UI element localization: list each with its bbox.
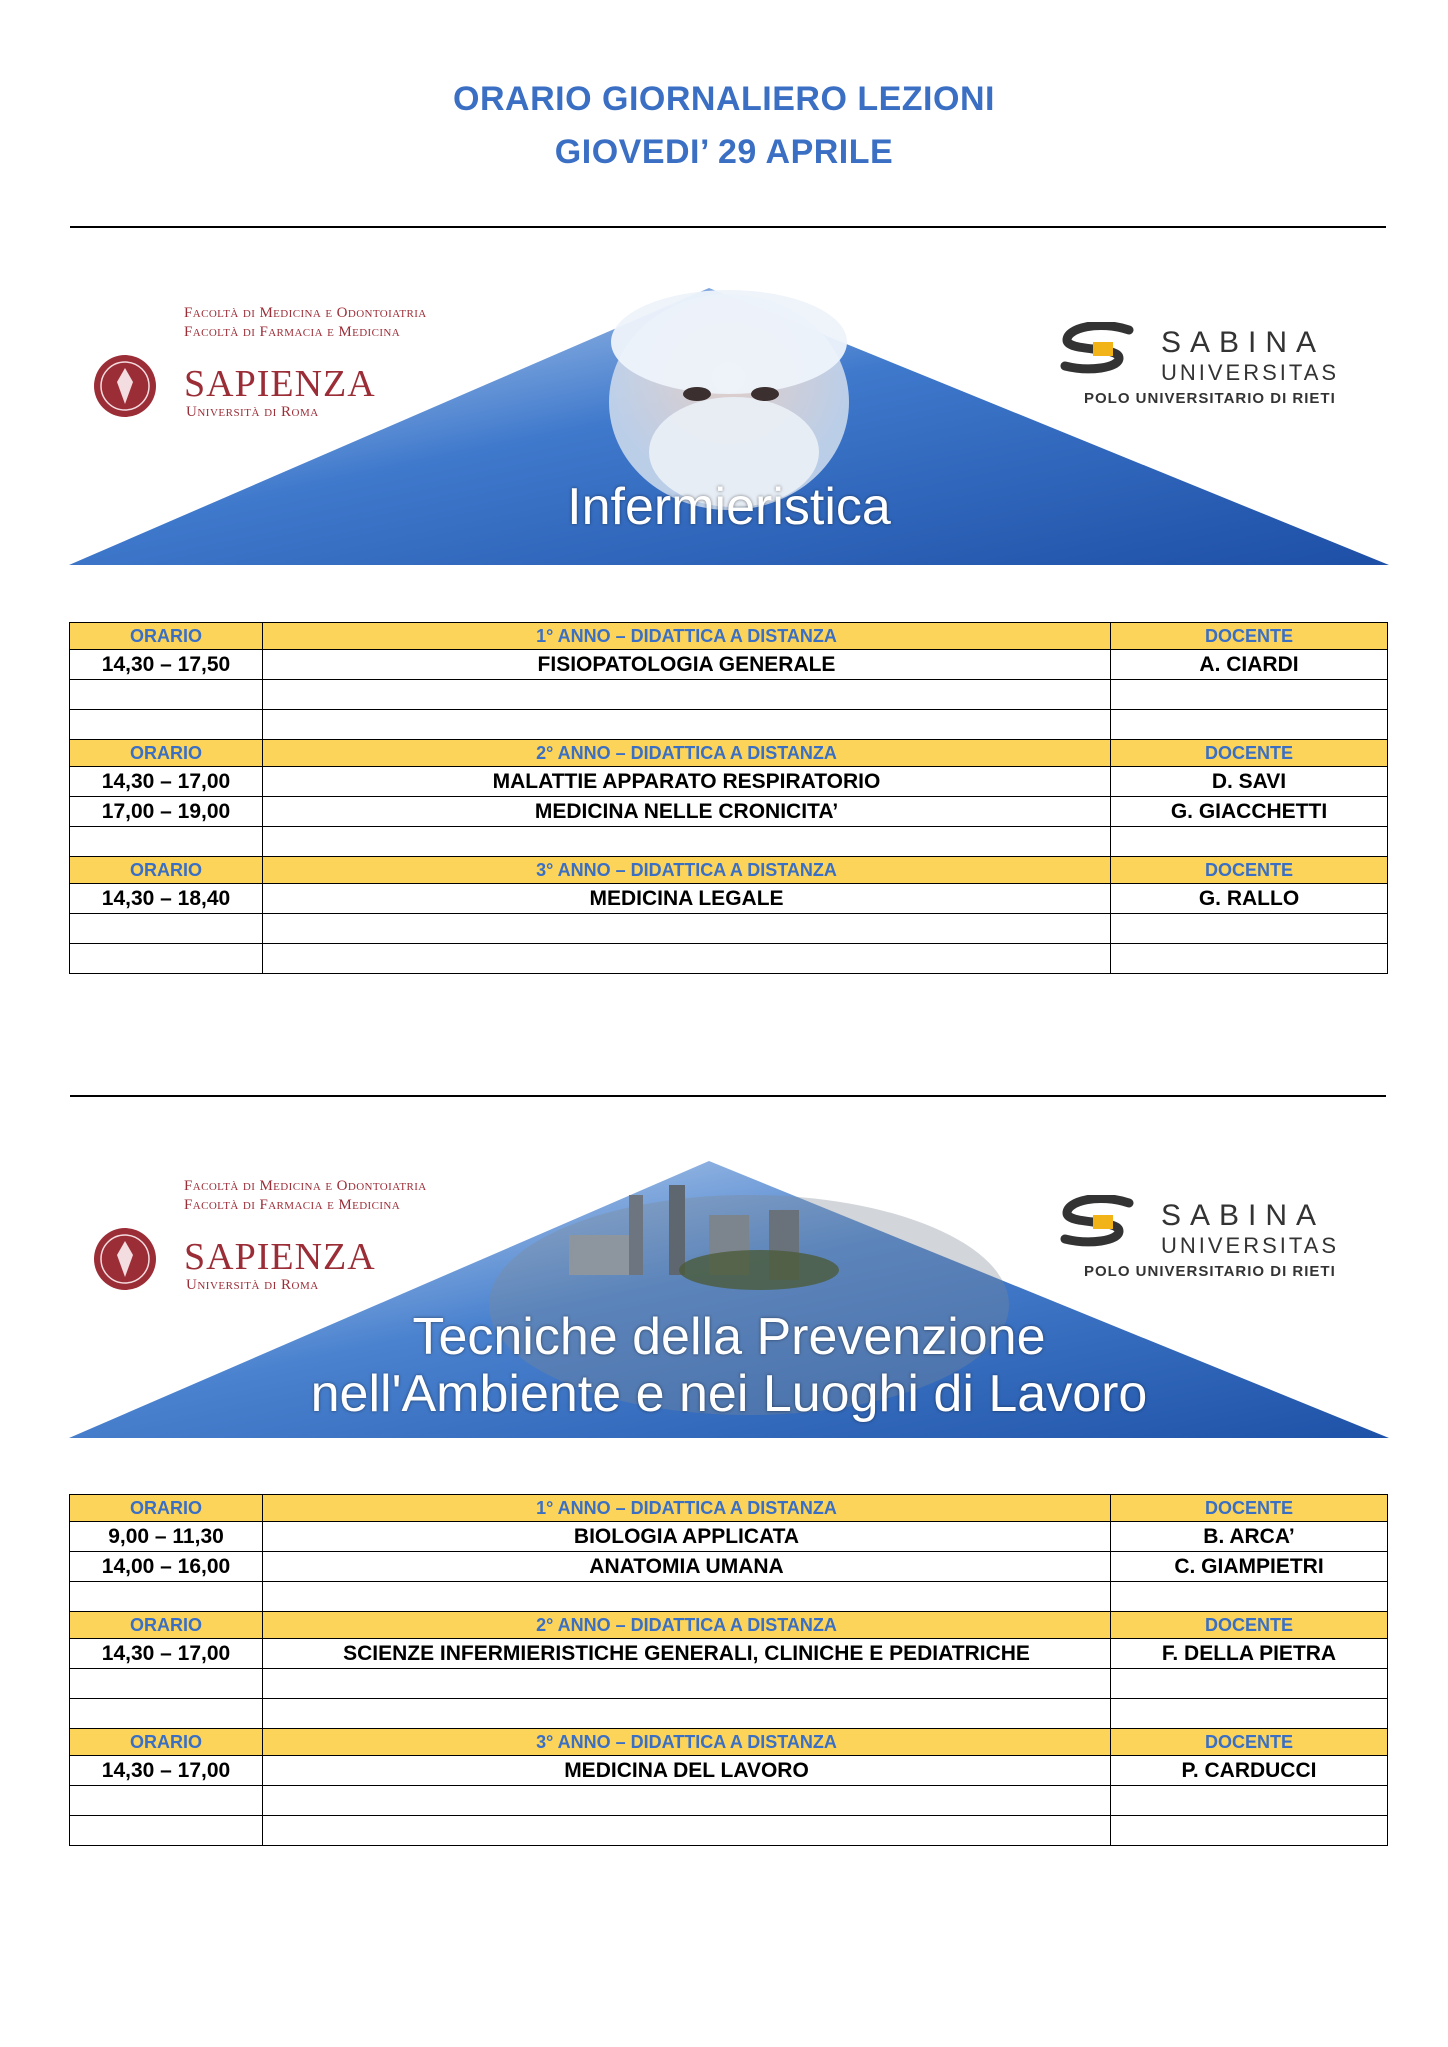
table-row	[70, 1669, 1388, 1699]
course-title-1: Infermieristica	[567, 478, 891, 536]
header-year: 3° ANNO – DIDATTICA A DISTANZA	[263, 857, 1111, 884]
table-row	[70, 680, 1388, 710]
course-title-2-line2: nell'Ambiente e nei Luoghi di Lavoro	[310, 1365, 1148, 1423]
cell-teacher	[1111, 1786, 1388, 1816]
table-row	[70, 1552, 1388, 1582]
cell-teacher: C. GIAMPIETRI	[1111, 1552, 1388, 1582]
table-header-row	[70, 740, 1388, 767]
header-teacher: DOCENTE	[1111, 623, 1388, 650]
cell-subject: ANATOMIA UMANA	[263, 1552, 1111, 1582]
header-time: ORARIO	[70, 623, 263, 650]
header-teacher: DOCENTE	[1111, 857, 1388, 884]
header-time: ORARIO	[70, 1495, 263, 1522]
cell-teacher	[1111, 680, 1388, 710]
cell-teacher	[1111, 827, 1388, 857]
table-row	[70, 767, 1388, 797]
sabina-line2: UNIVERSITAS	[1161, 360, 1340, 385]
header-teacher: DOCENTE	[1111, 1495, 1388, 1522]
cell-time	[70, 1816, 263, 1846]
cell-teacher: A. CIARDI	[1111, 650, 1388, 680]
table-row	[70, 1756, 1388, 1786]
cell-time: 14,30 – 17,00	[70, 767, 263, 797]
cell-subject	[263, 710, 1111, 740]
table-header-row	[70, 1612, 1388, 1639]
table-row	[70, 1816, 1388, 1846]
cell-teacher: D. SAVI	[1111, 767, 1388, 797]
cell-teacher	[1111, 914, 1388, 944]
header-teacher: DOCENTE	[1111, 1729, 1388, 1756]
table-row	[70, 884, 1388, 914]
table-row	[70, 1639, 1388, 1669]
cell-time: 17,00 – 19,00	[70, 797, 263, 827]
banner-1-logos	[69, 282, 1389, 482]
sabina-logo-icon	[1059, 322, 1139, 374]
cell-teacher: G. GIACCHETTI	[1111, 797, 1388, 827]
cell-teacher	[1111, 710, 1388, 740]
table-row	[70, 710, 1388, 740]
cell-time: 14,30 – 18,40	[70, 884, 263, 914]
cell-teacher: B. ARCA’	[1111, 1522, 1388, 1552]
header-time: ORARIO	[70, 740, 263, 767]
table-header-row	[70, 857, 1388, 884]
table-row	[70, 914, 1388, 944]
divider-top	[70, 226, 1386, 228]
banner-2-logos	[69, 1155, 1389, 1355]
header-teacher: DOCENTE	[1111, 740, 1388, 767]
cell-time	[70, 914, 263, 944]
cell-teacher: F. DELLA PIETRA	[1111, 1639, 1388, 1669]
table-row	[70, 650, 1388, 680]
header-year: 2° ANNO – DIDATTICA A DISTANZA	[263, 740, 1111, 767]
cell-teacher: G. RALLO	[1111, 884, 1388, 914]
cell-subject	[263, 1816, 1111, 1846]
table-row	[70, 797, 1388, 827]
table-row	[70, 827, 1388, 857]
sapienza-seal-icon	[93, 354, 157, 418]
cell-subject: MEDICINA DEL LAVORO	[263, 1756, 1111, 1786]
faculty-line1: Facoltà di Medicina e Odontoiatria	[184, 1178, 427, 1194]
cell-time	[70, 710, 263, 740]
table-header-row	[70, 1729, 1388, 1756]
faculty-line1: Facoltà di Medicina e Odontoiatria	[184, 305, 427, 321]
cell-subject: BIOLOGIA APPLICATA	[263, 1522, 1111, 1552]
page-title-line1: ORARIO GIORNALIERO LEZIONI	[453, 80, 995, 118]
cell-time: 14,30 – 17,00	[70, 1639, 263, 1669]
cell-time	[70, 1669, 263, 1699]
header-time: ORARIO	[70, 857, 263, 884]
cell-subject	[263, 914, 1111, 944]
table-row	[70, 944, 1388, 974]
header-year: 3° ANNO – DIDATTICA A DISTANZA	[263, 1729, 1111, 1756]
header-time: ORARIO	[70, 1729, 263, 1756]
sapienza-sub: Università di Roma	[186, 404, 319, 420]
cell-subject: MEDICINA NELLE CRONICITA’	[263, 797, 1111, 827]
cell-time	[70, 944, 263, 974]
divider-middle	[70, 1095, 1386, 1097]
cell-subject	[263, 827, 1111, 857]
cell-time	[70, 827, 263, 857]
cell-teacher: P. CARDUCCI	[1111, 1756, 1388, 1786]
cell-time	[70, 1582, 263, 1612]
course-title-2-line1: Tecniche della Prevenzione	[412, 1308, 1046, 1366]
cell-subject	[263, 944, 1111, 974]
sabina-line3: POLO UNIVERSITARIO DI RIETI	[1084, 1263, 1336, 1280]
header-year: 1° ANNO – DIDATTICA A DISTANZA	[263, 1495, 1111, 1522]
cell-subject: MALATTIE APPARATO RESPIRATORIO	[263, 767, 1111, 797]
schedule-table-infermieristica	[69, 622, 1388, 974]
table-row	[70, 1786, 1388, 1816]
header-year: 1° ANNO – DIDATTICA A DISTANZA	[263, 623, 1111, 650]
sapienza-name: SAPIENZA	[184, 1236, 376, 1278]
sabina-line1: SABINA	[1161, 326, 1326, 359]
cell-time: 14,30 – 17,00	[70, 1756, 263, 1786]
cell-subject: MEDICINA LEGALE	[263, 884, 1111, 914]
faculty-line2: Facoltà di Farmacia e Medicina	[184, 1197, 401, 1213]
sabina-line2: UNIVERSITAS	[1161, 1233, 1340, 1258]
table-row	[70, 1522, 1388, 1552]
faculty-line2: Facoltà di Farmacia e Medicina	[184, 324, 401, 340]
cell-teacher	[1111, 1699, 1388, 1729]
cell-teacher	[1111, 1816, 1388, 1846]
table-row	[70, 1699, 1388, 1729]
cell-subject	[263, 1582, 1111, 1612]
table-row	[70, 1582, 1388, 1612]
cell-subject: SCIENZE INFERMIERISTICHE GENERALI, CLINICHE E PEDIATRICHE	[263, 1639, 1111, 1669]
cell-subject	[263, 1786, 1111, 1816]
header-year: 2° ANNO – DIDATTICA A DISTANZA	[263, 1612, 1111, 1639]
sabina-line3: POLO UNIVERSITARIO DI RIETI	[1084, 390, 1336, 407]
sapienza-name: SAPIENZA	[184, 363, 376, 405]
sapienza-seal-icon	[93, 1227, 157, 1291]
cell-time	[70, 1786, 263, 1816]
sabina-line1: SABINA	[1161, 1199, 1326, 1232]
header-time: ORARIO	[70, 1612, 263, 1639]
cell-time	[70, 1699, 263, 1729]
table-header-row	[70, 623, 1388, 650]
page-title-line2: GIOVEDI’ 29 APRILE	[554, 133, 894, 171]
header-teacher: DOCENTE	[1111, 1612, 1388, 1639]
cell-subject	[263, 1699, 1111, 1729]
cell-subject	[263, 680, 1111, 710]
cell-time: 14,00 – 16,00	[70, 1552, 263, 1582]
cell-subject: FISIOPATOLOGIA GENERALE	[263, 650, 1111, 680]
cell-teacher	[1111, 944, 1388, 974]
cell-teacher	[1111, 1669, 1388, 1699]
cell-teacher	[1111, 1582, 1388, 1612]
table-header-row	[70, 1495, 1388, 1522]
cell-time: 9,00 – 11,30	[70, 1522, 263, 1552]
schedule-table-tecniche-prevenzione	[69, 1494, 1388, 1846]
cell-time	[70, 680, 263, 710]
cell-time: 14,30 – 17,50	[70, 650, 263, 680]
sapienza-sub: Università di Roma	[186, 1277, 319, 1293]
sabina-logo-icon	[1059, 1195, 1139, 1247]
cell-subject	[263, 1669, 1111, 1699]
